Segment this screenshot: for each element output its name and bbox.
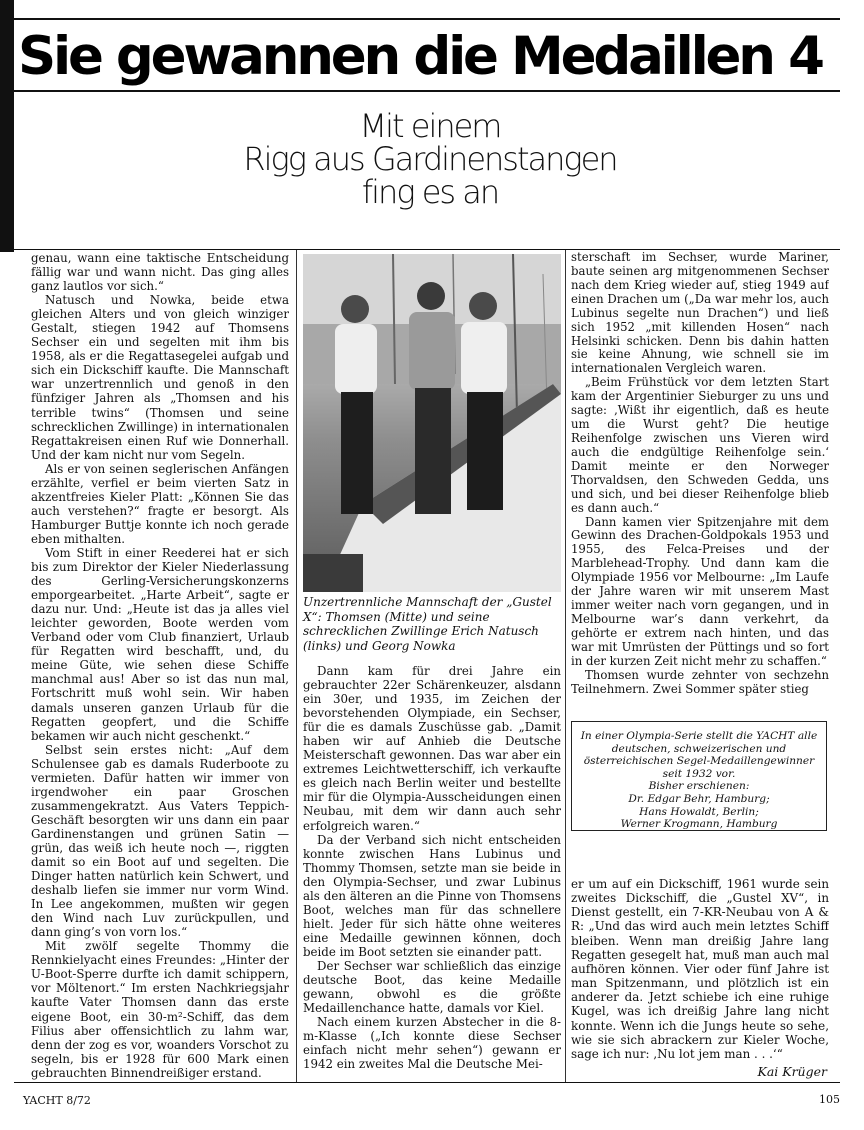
- headline: Sie gewannen die Medaillen 4: [18, 26, 822, 87]
- subtitle: [230, 107, 630, 211]
- box-subhead: Bisher erschienen:: [648, 780, 750, 793]
- column-divider-2: [565, 250, 566, 1082]
- author-signature: Kai Krüger: [757, 1064, 827, 1079]
- headline-top-rule: [14, 18, 840, 20]
- article-column-3-top: [571, 251, 829, 713]
- col3-paragraph: Thomsen wurde zehnter von sechzehn Teilnehmern. Zwei Sommer später stieg: [571, 667, 829, 696]
- crew-photo: [303, 254, 561, 592]
- olympia-series-box: [571, 721, 827, 831]
- subtitle-line-3: fing es an: [361, 173, 499, 211]
- col2-paragraph: Dann kam für drei Jahre ein gebrauchter 22er Schärenkeuzer, alsdann ein 30er, und 1935, im Zeichen der bevorstehenden Olympiade, ein Sechser, für die es damals Zuschüsse gab. „Damit haben wir auf Anhieb die Deutsche Meisterschaft gewonnen. Das war aber ein extremes Leichtwetterschiff, ich verkaufte es gleich nach Berlin weiter und bestellte mir für die Olympia-Ausscheidungen einen Neubau, mit dem wir dann auch sehr erfolgreich waren.“: [303, 664, 561, 833]
- footer-rule: [14, 1082, 840, 1083]
- col3-paragraph: sterschaft im Sechser, wurde Mariner, baute seinen arg mitgenommenen Sechser nach dem Krieg wieder auf, stieg 1949 auf einen Drachen um („Da war mehr los, auch Lubinus segelte nun Drachen“) und ließ sich 1952 „mit killenden Hosen“ nach Helsinki schicken. Denn bis dahin hatten sie keine Ahnung, wie schnell sie im internationalen Vergleich waren.: [571, 251, 829, 376]
- body-top-rule: [14, 249, 840, 250]
- box-entry: Dr. Edgar Behr, Hamburg;: [628, 793, 770, 806]
- box-entry: Hans Howaldt, Berlin;: [639, 805, 759, 818]
- subtitle-line-1: Mit einem: [359, 107, 501, 145]
- col1-paragraph: Als er von seinen seglerischen Anfängen erzählte, verfiel er beim vierten Satz in akzentfreies Kieler Platt: „Können Sie das auch verstehen?“ fragte er besorgt. Als Hamburger Buttje konnte ich noch gerade eben mithalten.: [31, 461, 289, 546]
- crew-photo-illustration: [303, 254, 561, 592]
- col2-paragraph: Nach einem kurzen Abstecher in die 8-m-Klasse („Ich konnte diese Sechser einfach nicht mehr sehen“) gewann er 1942 ein zweites Mal die Deutsche Mei-: [303, 1015, 561, 1072]
- column-divider-1: [296, 250, 297, 1082]
- box-entry: Werner Krogmann, Hamburg: [620, 818, 778, 831]
- article-column-2: [303, 664, 561, 1080]
- headline-bottom-rule: [14, 90, 840, 92]
- col1-paragraph: genau, wann eine taktische Entscheidung fällig war und wann nicht. Das ging alles ganz lautlos vor sich.“: [31, 251, 289, 294]
- article-column-3-bottom: [571, 877, 829, 1063]
- subtitle-line-2: Rigg aus Gardinenstangen: [243, 140, 617, 178]
- photo-caption: Unzertrennliche Mannschaft der „Gustel X“: Thomsen (Mitte) und seine schrecklichen Zwillinge Erich Natusch (links) und Georg Nowka: [303, 595, 552, 653]
- col2-paragraph: Der Sechser war schließlich das einzige deutsche Boot, das keine Medaille gewann, obwohl es die größte Medaillenchance hatte, damals vor Kiel.: [303, 958, 561, 1016]
- col3-paragraph: „Beim Frühstück vor dem letzten Start kam der Argentinier Sieburger zu uns und sagte: ‚Wißt ihr eigentlich, daß es heute um die Wurst geht? Die heutige Reihenfolge zwischen uns Vieren wird auch die endgültige Reihenfolge sein.‘ Damit meinte er den Norweger Thorvaldsen, den Schweden Gedda, uns und sich, und bei dieser Reihenfolge blieb es dann auch.“: [571, 375, 829, 515]
- page-number: 105: [819, 1093, 840, 1106]
- col2-paragraph: Da der Verband sich nicht entscheiden konnte zwischen Hans Lubinus und Thommy Thomsen, setzte man sie beide in den Olympia-Sechser, und zwar Lubinus als den älteren an die Pinne von Thomsens Boot, welches man für das schnellere hielt. Jeder für sich hätte ohne weiteres eine Medaille gewinnen können, doch beide im Boot setzten sie einander patt.: [303, 832, 561, 959]
- article-column-1: [31, 251, 289, 1080]
- col3-paragraph: er um auf ein Dickschiff, 1961 wurde sein zweites Dickschiff, die „Gustel XV“, in Dienst gestellt, ein 7-KR-Neubau von A & R: „Und das wird auch mein letztes Schiff bleiben. Wenn man dreißig Jahre lang Regatten gesegelt hat, muß man auch mal aufhören können. Vier oder fünf Jahre ist man Spitzenmann, und plötzlich ist ein anderer da. Jetzt schiebe ich eine ruhige Kugel, was ich dreißig Jahre lang nicht konnte. Wenn ich die Jungs heute so sehe, wie sie sich abrackern zur Kieler Woche, sage ich nur: ‚Nu lot jem man . . .‘“: [571, 877, 829, 1061]
- box-text: In einer Olympia-Serie stellt die YACHT alle deutschen, schweizerischen und österreichischen Segel-Medaillengewinner seit 1932 vor.: [580, 730, 818, 780]
- col1-paragraph: Natusch und Nowka, beide etwa gleichen Alters und von gleich winziger Gestalt, stiegen 1942 auf Thomsens Sechser ein und segelten mit ihm bis 1958, als er die Regattasegelei aufgab und sich ein Dickschiff kaufte. Die Mannschaft war unzertrennlich und genoß in den fünfziger Jahren als „Thomsen and his terrible twins“ (Thomsen und seine schrecklichen Zwillinge) in internationalen Regattakreisen einen Ruf wie Donnerhall. Und der kam nicht nur vom Segeln.: [31, 293, 289, 462]
- left-margin-bar: [0, 0, 14, 252]
- col1-paragraph: Selbst sein erstes nicht: „Auf dem Schulensee gab es damals Ruderboote zu vermieten. Dafür hatten wir immer von irgendwoher ein paar Groschen zusammengekratzt. Aus Vaters Teppich-Geschäft besorgten wir uns dann ein paar Gardinenstangen und grünen Satin — grün, das weiß ich heute noch —, riggten damit so ein Boot auf und segelten. Die Dinger hatten natürlich kein Schwert, und deshalb liefen sie immer nur vorm Wind. In Lee angekommen, mußten wir gegen den Wind nach Luv zurückpullen, und dann ging’s von vorn los.“: [31, 742, 289, 940]
- magazine-issue: YACHT 8/72: [23, 1094, 91, 1107]
- col3-paragraph: Dann kamen vier Spitzenjahre mit dem Gewinn des Drachen-Goldpokals 1953 und 1955, des Felca-Preises und der Marblehead-Trophy. Und dann kam die Olympiade 1956 vor Melbourne: „Im Laufe der Jahre waren wir mit unserem Mast immer weiter nach vorn gegangen, und in Melbourne war’s dann verkehrt, da gehörte er extrem nach hinten, und das war mit Umrüsten der Püttings und so fort in der kurzen Zeit nicht mehr zu schaffen.“: [571, 514, 829, 668]
- col1-paragraph: Mit zwölf segelte Thommy die Rennkielyacht eines Freundes: „Hinter der U-Boot-Sperre durfte ich damit schippern, vor Möltenort.“ Im ersten Nachkriegsjahr kaufte Vater Thomsen dann das erste eigene Boot, ein 30-m²-Schiff, das dem Filius aber offensichtlich zu lahm war, denn der zog es vor, woanders Vorschot zu segeln, bis er 1928 für 600 Mark einen gebrauchten Binnendreißiger erstand.: [31, 939, 289, 1080]
- col1-paragraph: Vom Stift in einer Reederei hat er sich bis zum Direktor der Kieler Niederlassung des Gerling-Versicherungskonzerns emporgearbeitet. „Harte Arbeit“, sagte er dazu nur. Und: „Heute ist das ja alles viel leichter geworden, Boote werden vom Verband oder vom Club finanziert, Urlaub für Regatten wird beschafft, und, du meine Güte, wie sehen diese Schiffe manchmal aus! Aber so ist das nun mal, Fortschritt muß wohl sein. Wir haben damals unseren ganzen Urlaub für die Regatten geopfert, und die Schiffe bekamen wir auch nicht geschenkt.“: [31, 545, 289, 743]
